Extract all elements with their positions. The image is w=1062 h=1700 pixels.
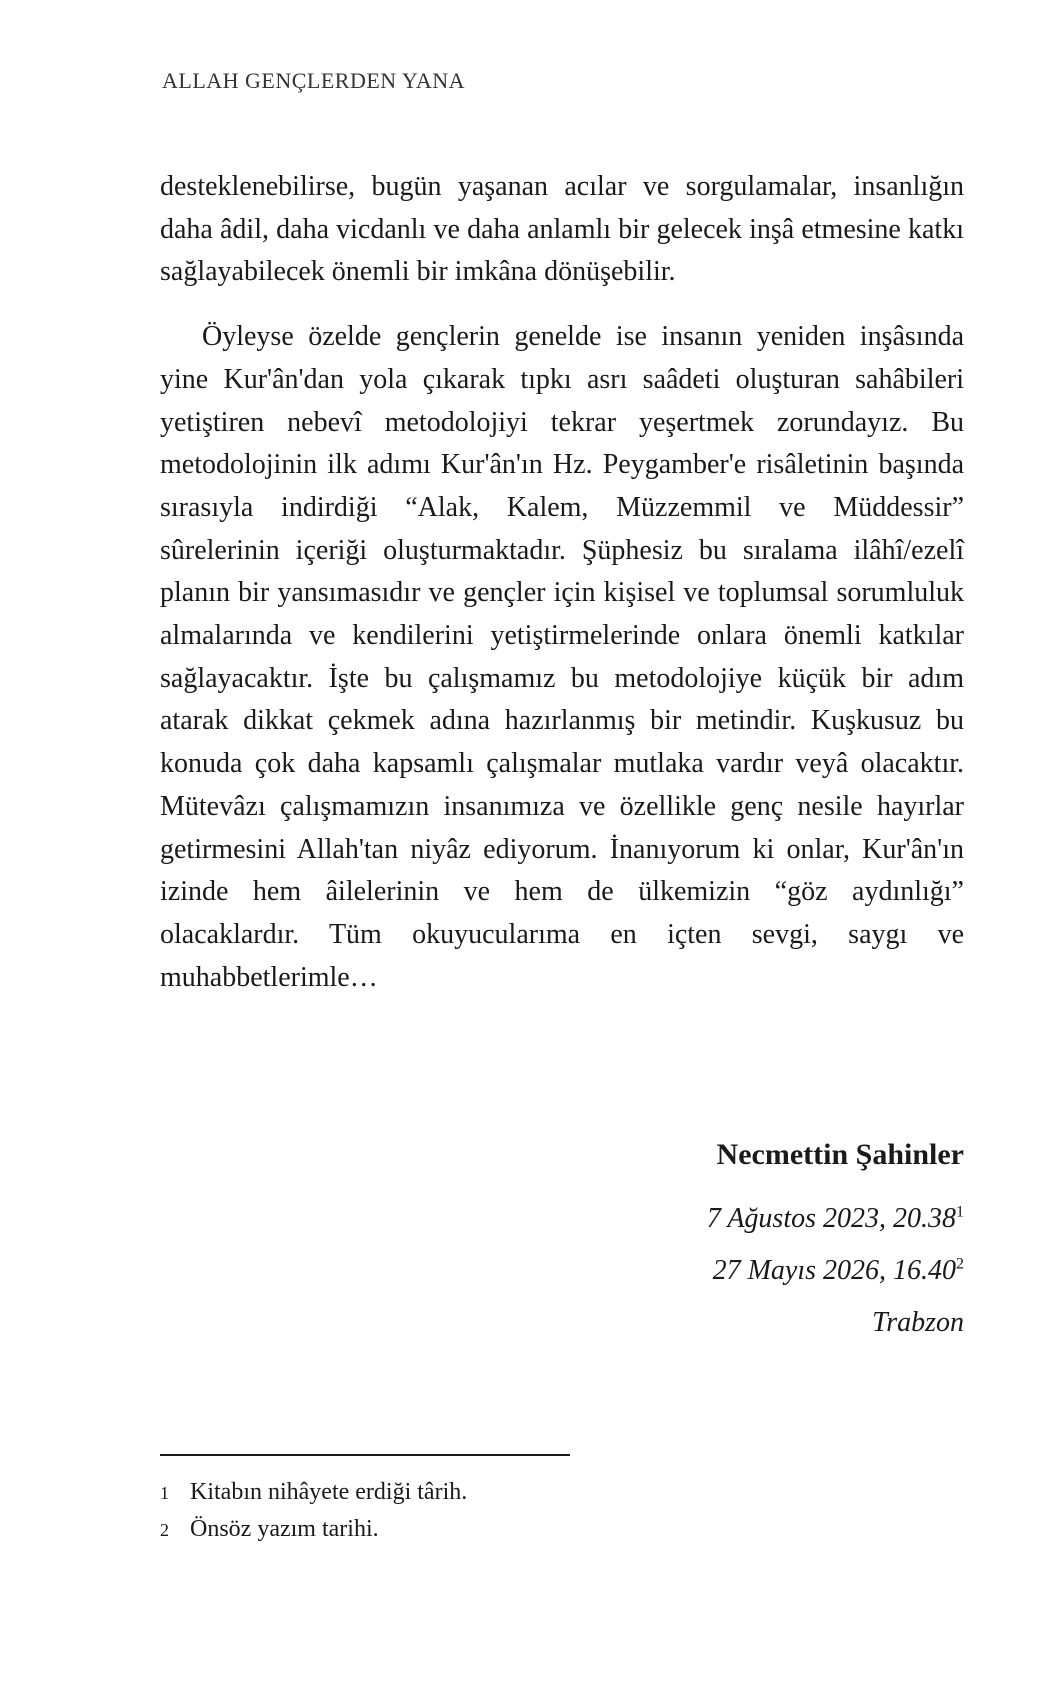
date-line-1 — [707, 1193, 964, 1245]
footnote-ref: 2 — [956, 1255, 964, 1273]
running-header: ALLAH GENÇLERDEN YANA — [162, 68, 465, 93]
body-text — [160, 166, 964, 999]
footnote-text: Kitabın nihâyete erdiği târih. — [190, 1479, 468, 1505]
author-name: Necmettin Şahinler — [716, 1138, 964, 1171]
paragraph: desteklenebilirse, bugün yaşanan acılar ve sorgulamalar, insanlığın daha âdil, daha vicdanlı ve daha anlamlı bir gelecek inşâ etmesine katkı sağlayabilecek önemli bir imkâna dönüşebilir. — [160, 171, 964, 288]
footnote-divider — [160, 1454, 570, 1456]
footnote-ref: 1 — [956, 1203, 964, 1221]
date-line-2 — [707, 1245, 964, 1297]
footnote-item — [160, 1511, 467, 1548]
paragraph: Öyleyse özelde gençlerin genelde ise insanın yeniden inşâsında yine Kur'ân'dan yola çıkarak tıpkı asrı saâdeti oluşturan sahâbileri yetiştiren nebevî metodolojiyi tekrar yeşertmek zorundayız. Bu metodolojinin ilk adımı Kur'ân'ın Hz. Peygamber'e risâletinin başında sırasıyla indirdiği “Alak, Kalem, Müzzemmil ve Müddessir” sûrelerinin içeriği oluşturmaktadır. Şüphesiz bu sıralama ilâhî/ezelî planın bir yansımasıdır ve gençler için kişisel ve toplumsal sorumluluk almalarında ve kendilerini yetiştirmelerinde onlara önemli katkılar sağlayacaktır. İşte bu çalışmamız bu metodolojiye küçük bir adım atarak dikkat çekmek adına hazırlanmış bir metindir. Kuşkusuz bu konuda çok daha kapsamlı çalışmalar mutlaka vardır veyâ olacaktır. Mütevâzı çalışmamızın insanımıza ve özellikle genç nesile hayırlar getirmesini Allah'tan niyâz ediyorum. İnanıyorum ki onlar, Kur'ân'ın izinde hem âilelerinin ve hem de ülkemizin “göz aydınlığı” olacaklardır. Tüm okuyucularıma en içten sevgi, saygı ve muhabbetlerimle… — [160, 321, 964, 993]
footnotes — [160, 1474, 467, 1548]
footnote-number: 1 — [160, 1483, 169, 1503]
date-text: 27 Mayıs 2026, 16.40 — [712, 1255, 956, 1286]
footnote-text: Önsöz yazım tarihi. — [190, 1516, 379, 1542]
signature-block — [707, 1135, 964, 1349]
date-text: 7 Ağustos 2023, 20.38 — [706, 1203, 956, 1234]
place-line: Trabzon — [872, 1307, 964, 1338]
footnote-number: 2 — [160, 1520, 169, 1540]
footnote-item — [160, 1474, 467, 1511]
